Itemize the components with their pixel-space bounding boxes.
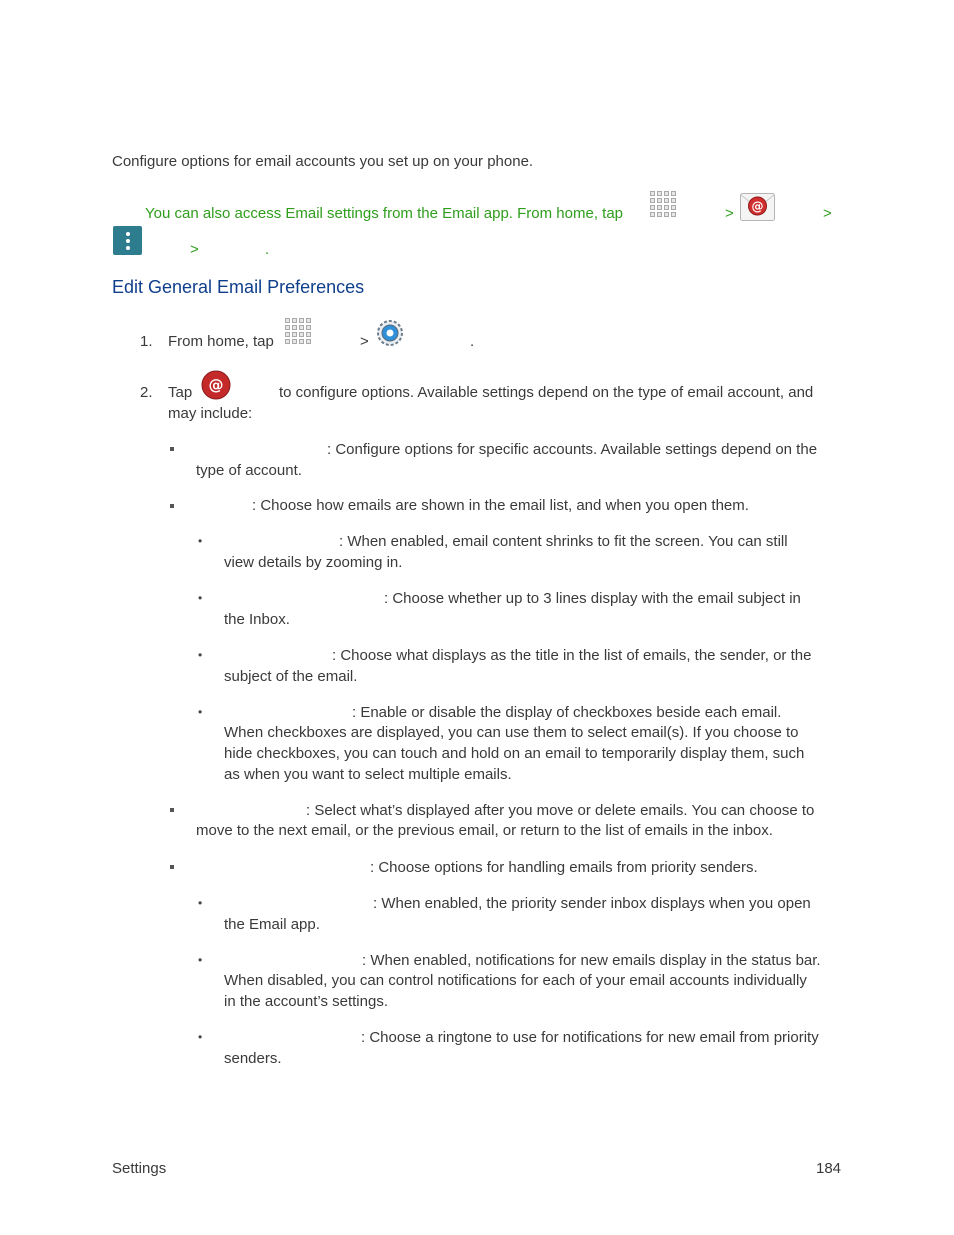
- square-bullet: [170, 504, 174, 508]
- dot-bullet: •: [198, 591, 203, 605]
- item-priority-text: : Choose options for handling emails from priority senders.: [370, 859, 758, 876]
- apps-grid-icon: [650, 191, 676, 217]
- step-number: 1.: [140, 333, 153, 350]
- step-text-line2: may include:: [168, 405, 253, 422]
- item-autoadvance-text-2: move to the next email, or the previous email, or return to the list of emails in the inbox.: [196, 822, 773, 839]
- email-settings-icon: [201, 370, 231, 404]
- item-checkbox-text-3: hide checkboxes, you can touch and hold on an email to temporarily display them, such: [224, 745, 805, 762]
- step-text: From home, tap: [168, 333, 274, 350]
- dot-bullet: •: [198, 705, 203, 719]
- dot-bullet: •: [198, 534, 203, 548]
- intro-text: Configure options for email accounts you set up on your phone.: [112, 153, 534, 170]
- item-preview-text: : Choose whether up to 3 lines display with the email subject in: [384, 590, 801, 607]
- more-options-icon: [113, 226, 142, 255]
- item-display-text: : Choose how emails are shown in the email list, and when you open them.: [252, 497, 749, 514]
- apps-grid-icon: [285, 318, 311, 344]
- item-notif-text-3: in the account’s settings.: [224, 993, 388, 1010]
- step-number: 2.: [140, 384, 153, 401]
- item-fit-text-2: view details by zooming in.: [224, 554, 403, 571]
- item-checkbox-text: : Enable or disable the display of checkboxes beside each email.: [352, 704, 782, 721]
- email-app-icon: [740, 193, 775, 225]
- dot-bullet: •: [198, 896, 203, 910]
- item-fit-text: : When enabled, email content shrinks to fit the screen. You can still: [339, 533, 788, 550]
- dot-bullet: •: [198, 953, 203, 967]
- item-notif-text: : When enabled, notifications for new emails display in the status bar.: [362, 952, 821, 969]
- item-ringtone-text: : Choose a ringtone to use for notifications for new email from priority: [361, 1029, 819, 1046]
- footer-section-name: Settings: [112, 1160, 167, 1177]
- square-bullet: [170, 808, 174, 812]
- step-text: to configure options. Available settings depend on the type of email account, and: [279, 384, 814, 401]
- item-autoadvance-text: : Select what’s displayed after you move or delete emails. You can choose to: [306, 802, 815, 819]
- item-checkbox-text-4: as when you want to select multiple emails.: [224, 766, 512, 783]
- tip-separator-3: >: [190, 241, 199, 258]
- item-title-text-2: subject of the email.: [224, 668, 358, 685]
- step-tap-text: Tap: [168, 384, 193, 401]
- item-inbox-text: : When enabled, the priority sender inbox displays when you open: [373, 895, 811, 912]
- item-notif-text-2: When disabled, you can control notifications for each of your email accounts individually: [224, 972, 807, 989]
- svg-text:@: @: [751, 199, 764, 214]
- tip-separator: >: [725, 205, 734, 222]
- section-heading: Edit General Email Preferences: [112, 277, 365, 297]
- svg-text:@: @: [208, 376, 224, 394]
- item-ringtone-text-2: senders.: [224, 1050, 282, 1067]
- tip-separator-2: >: [823, 205, 832, 222]
- tip-text: You can also access Email settings from the Email app. From home, tap: [145, 205, 624, 222]
- item-title-text: : Choose what displays as the title in the list of emails, the sender, or the: [332, 647, 812, 664]
- square-bullet: [170, 865, 174, 869]
- item-preview-text-2: the Inbox.: [224, 611, 290, 628]
- step-period: .: [470, 333, 475, 350]
- square-bullet: [170, 447, 174, 451]
- item-inbox-text-2: the Email app.: [224, 916, 320, 933]
- item-accounts-text-2: type of account.: [196, 462, 302, 479]
- item-accounts-text: : Configure options for specific accounts. Available settings depend on the: [327, 441, 818, 458]
- dot-bullet: •: [198, 648, 203, 662]
- settings-gear-icon: [375, 318, 405, 352]
- page-number: 184: [816, 1160, 842, 1177]
- item-checkbox-text-2: When checkboxes are displayed, you can use them to select email(s). If you choose to: [224, 724, 799, 741]
- dot-bullet: •: [198, 1030, 203, 1044]
- tip-period: .: [265, 241, 270, 258]
- step-separator: >: [360, 333, 369, 350]
